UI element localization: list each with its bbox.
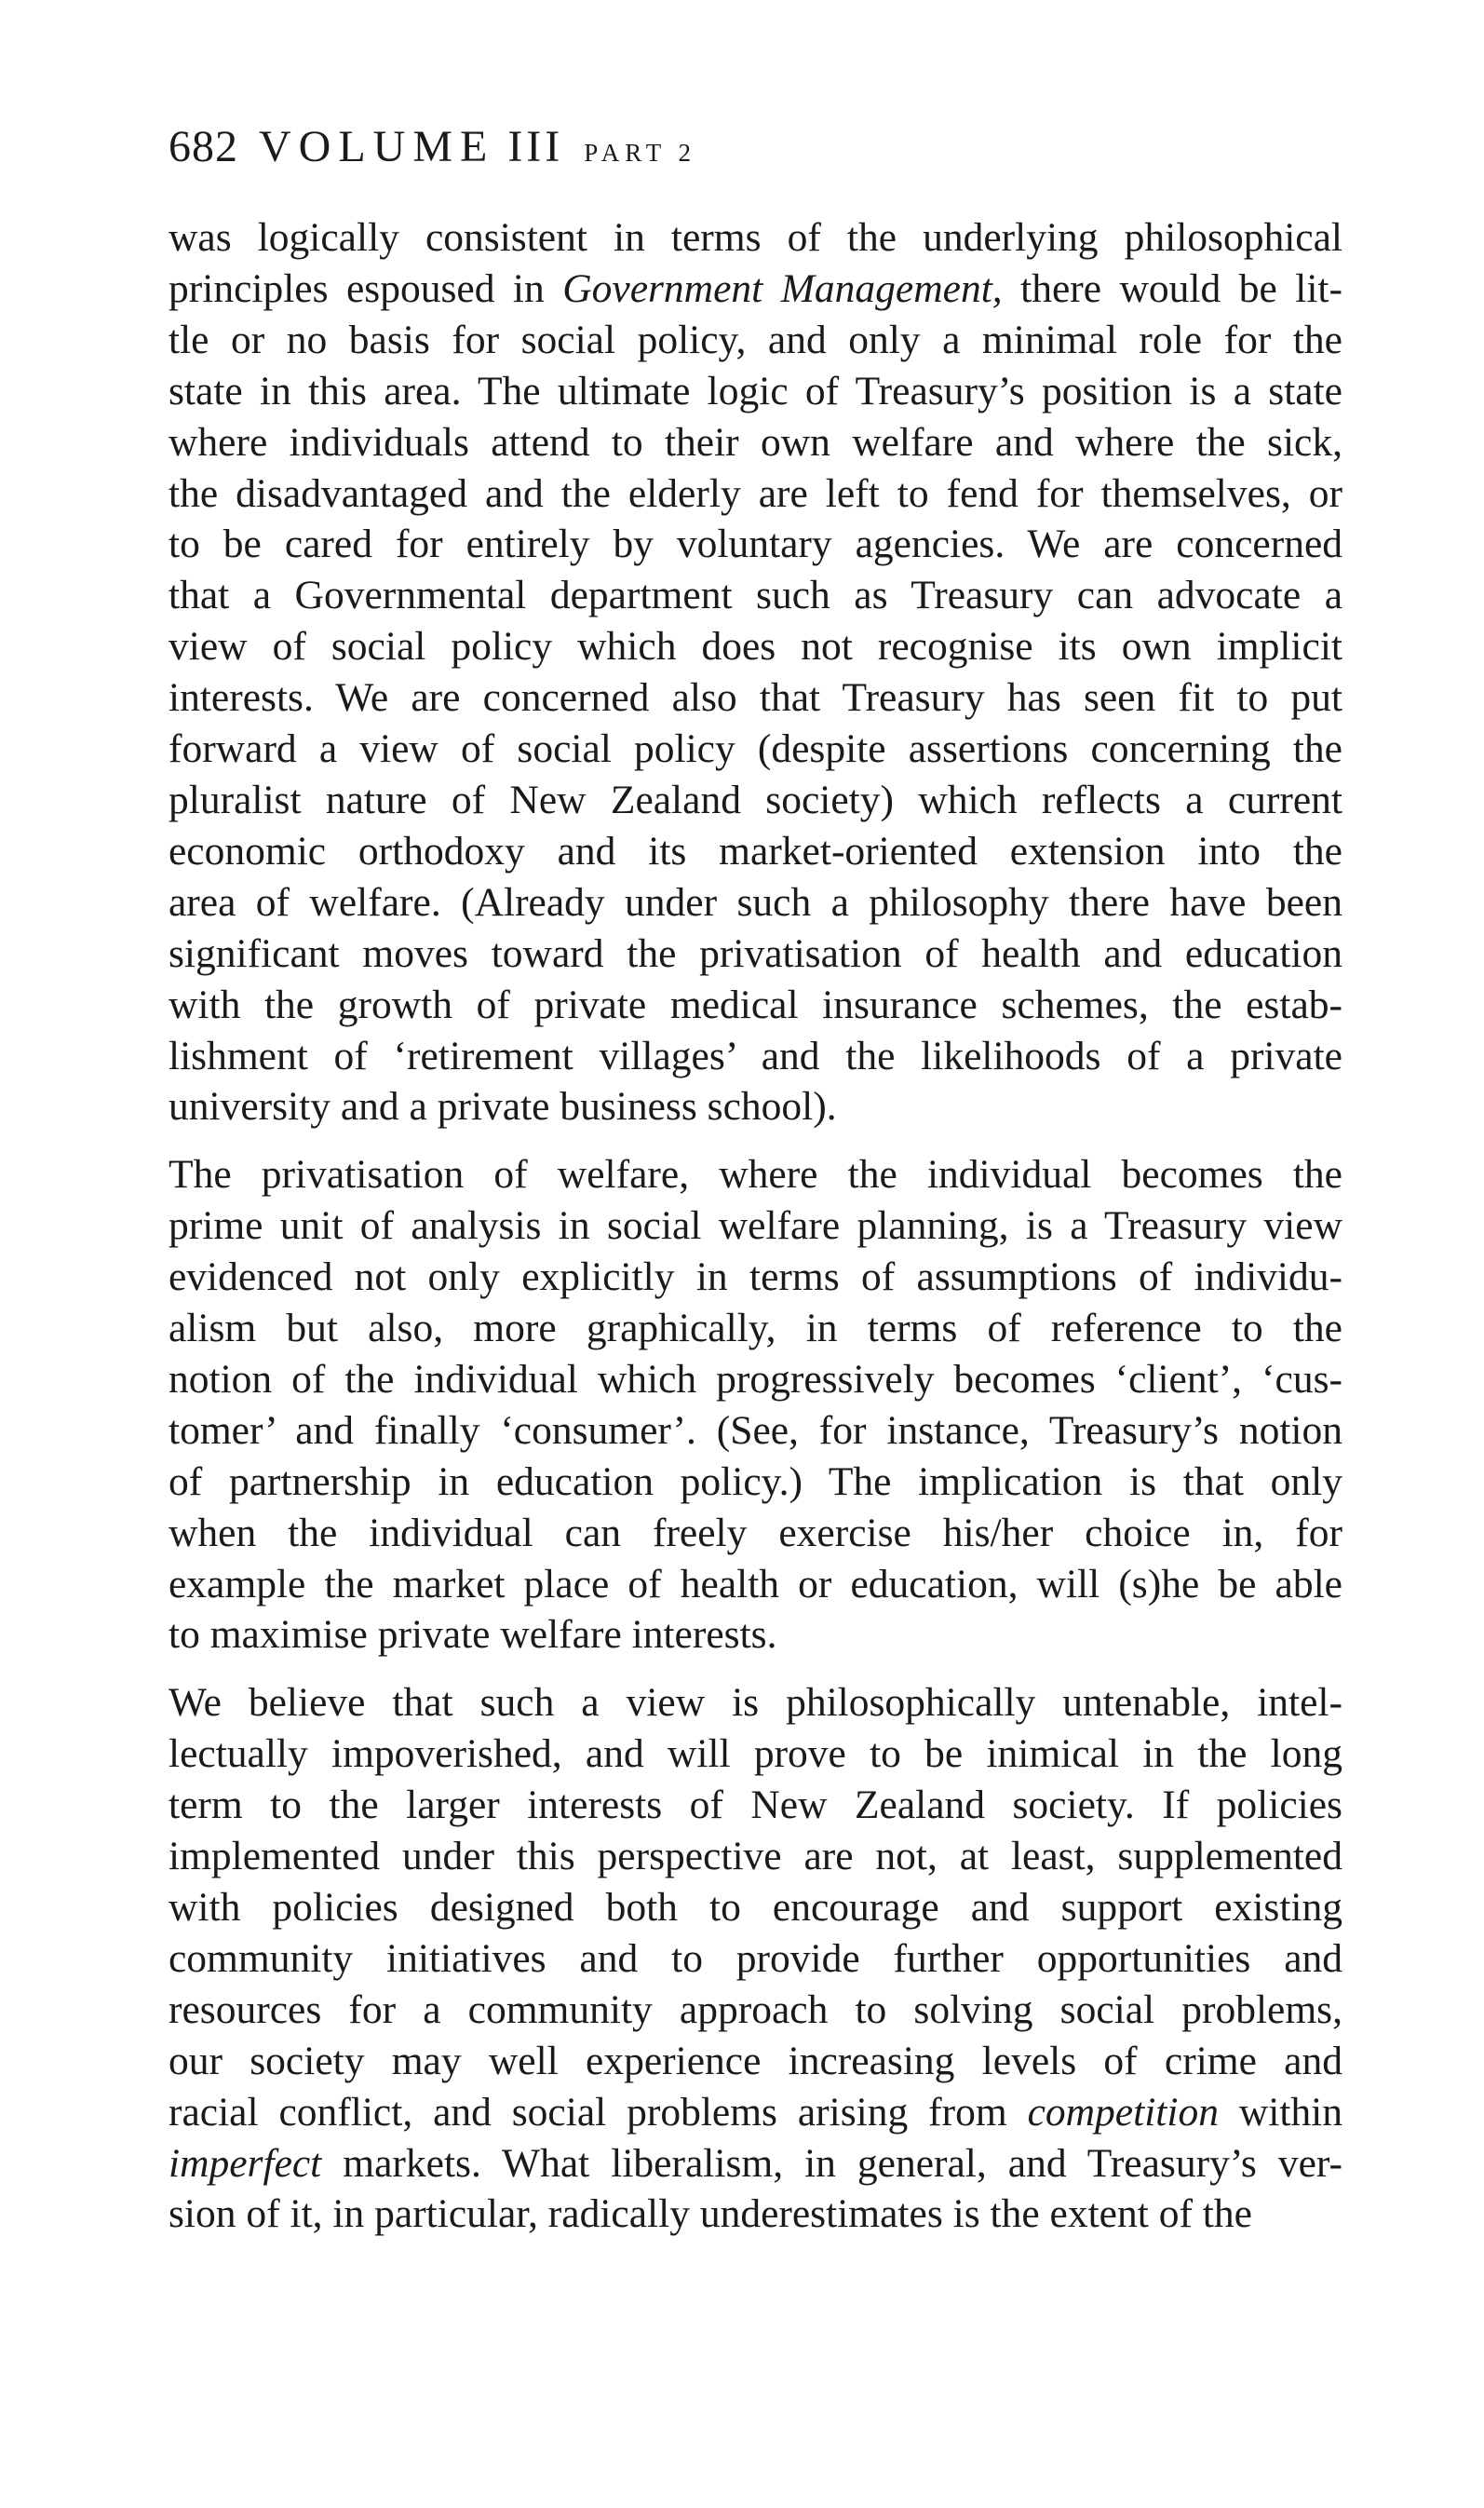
text-line (169, 1933, 1342, 1985)
text-run: We believe that such a view is philosophically untenable, intel- (169, 1680, 1342, 1726)
text-run: implemented under this perspective are not, at least, supplemented (169, 1834, 1342, 1879)
part-label: PART 2 (584, 139, 696, 167)
text-run: alism but also, more graphically, in terms of reference to the (169, 1306, 1342, 1351)
volume-number: III (507, 122, 564, 171)
text-run: forward a view of social policy (despite assertions concerning the (169, 726, 1342, 772)
page-number: 682 (169, 122, 238, 171)
text-line (169, 724, 1342, 775)
text-run: to maximise private welfare interests. (169, 1612, 777, 1658)
text-line (169, 1728, 1342, 1780)
text-line (169, 519, 1342, 570)
text-run: to be cared for entirely by voluntary agencies. We are concerned (169, 522, 1342, 567)
text-line (169, 672, 1342, 724)
text-line (169, 826, 1342, 877)
text-line (169, 1985, 1342, 2036)
paragraph (169, 1149, 1342, 1661)
text-run: interests. We are concerned also that Treasury has seen fit to put (169, 675, 1342, 721)
italic-text: imperfect (169, 2140, 322, 2186)
running-head (169, 119, 1342, 212)
text-run: our society may well experience increasing levels of crime and (169, 2038, 1342, 2083)
text-run: principles espoused in (169, 265, 563, 311)
text-line (169, 1677, 1342, 1728)
text-run: view of social policy which does not recognise its own implicit (169, 624, 1342, 670)
text-run: lectually impoverished, and will prove to be inimical in the long (169, 1731, 1342, 1777)
text-line (169, 980, 1342, 1031)
text-line (169, 468, 1342, 520)
text-line (169, 1200, 1342, 1252)
text-run: that a Governmental department such as Treasury can advocate a (169, 573, 1342, 618)
text-run: tomer’ and finally ‘consumer’. (See, for instance, Treasury’s notion (169, 1407, 1342, 1453)
text-run: significant moves toward the privatisation of health and education (169, 930, 1342, 976)
text-line (169, 1081, 1342, 1132)
text-run: state in this area. The ultimate logic of Treasury’s position is a state (169, 368, 1342, 413)
text-line (169, 1780, 1342, 1831)
text-line (169, 1559, 1342, 1610)
text-run: there would be lit- (1002, 265, 1342, 311)
text-run: within (1218, 2089, 1342, 2135)
text-line (169, 1508, 1342, 1559)
text-run: racial conflict, and social problems arising from (169, 2089, 1028, 2135)
text-line (169, 1031, 1342, 1082)
text-line (169, 2087, 1342, 2138)
text-run: sion of it, in particular, radically underestimates is the extent of the (169, 2191, 1252, 2237)
italic-text: competition (1027, 2089, 1219, 2135)
paragraph (169, 212, 1342, 1132)
text-run: area of welfare. (Already under such a philosophy there have been (169, 879, 1342, 925)
text-line (169, 2138, 1342, 2189)
text-run: prime unit of analysis in social welfare planning, is a Treasury view (169, 1203, 1342, 1249)
text-run: markets. What liberalism, in general, and Treasury’s ver- (321, 2140, 1342, 2186)
text-line (169, 1303, 1342, 1354)
text-line (169, 1149, 1342, 1200)
book-page (169, 119, 1342, 2240)
text-run: community initiatives and to provide further opportunities and (169, 1935, 1342, 1981)
volume-label: VOLUME (259, 122, 495, 171)
text-line (169, 1831, 1342, 1882)
text-line (169, 621, 1342, 672)
text-line (169, 877, 1342, 929)
text-line (169, 1252, 1342, 1303)
text-run: term to the larger interests of New Zealand society. If policies (169, 1783, 1342, 1828)
text-run: was logically consistent in terms of the underlying philosophical (169, 215, 1342, 260)
body-text (169, 212, 1342, 2240)
text-run: pluralist nature of New Zealand society) which reflects a current (169, 777, 1342, 822)
text-line (169, 1609, 1342, 1661)
text-run: lishment of ‘retirement villages’ and the likelihoods of a private (169, 1033, 1342, 1078)
text-run: when the individual can freely exercise his/her choice in, for (169, 1510, 1342, 1555)
text-line (169, 929, 1342, 980)
text-run: The privatisation of welfare, where the individual becomes the (169, 1152, 1342, 1198)
text-line (169, 2036, 1342, 2087)
text-run: resources for a community approach to solving social problems, (169, 1986, 1342, 2032)
text-line (169, 570, 1342, 621)
text-line (169, 2189, 1342, 2240)
text-line (169, 1457, 1342, 1508)
text-run: with the growth of private medical insurance schemes, the estab- (169, 982, 1342, 1027)
text-line (169, 264, 1342, 315)
italic-text: Government Management, (562, 265, 1003, 311)
text-line (169, 366, 1342, 417)
text-run: evidenced not only explicitly in terms of assumptions of individu- (169, 1254, 1342, 1300)
text-run: with policies designed both to encourage and support existing (169, 1885, 1342, 1930)
text-run: where individuals attend to their own welfare and where the sick, (169, 419, 1342, 465)
text-line (169, 775, 1342, 826)
text-run: of partnership in education policy.) The implication is that only (169, 1458, 1342, 1504)
text-run: economic orthodoxy and its market-oriented extension into the (169, 828, 1342, 874)
text-line (169, 1882, 1342, 1933)
text-line (169, 1354, 1342, 1405)
paragraph (169, 1677, 1342, 2240)
text-line (169, 1405, 1342, 1457)
text-line (169, 417, 1342, 468)
text-run: example the market place of health or education, will (s)he be able (169, 1561, 1342, 1606)
text-line (169, 212, 1342, 264)
text-line (169, 315, 1342, 366)
text-run: the disadvantaged and the elderly are left to fend for themselves, or (169, 470, 1342, 516)
text-run: notion of the individual which progressively becomes ‘client’, ‘cus- (169, 1356, 1342, 1402)
text-run: tle or no basis for social policy, and only a minimal role for the (169, 317, 1342, 362)
text-run: university and a private business school). (169, 1084, 837, 1130)
